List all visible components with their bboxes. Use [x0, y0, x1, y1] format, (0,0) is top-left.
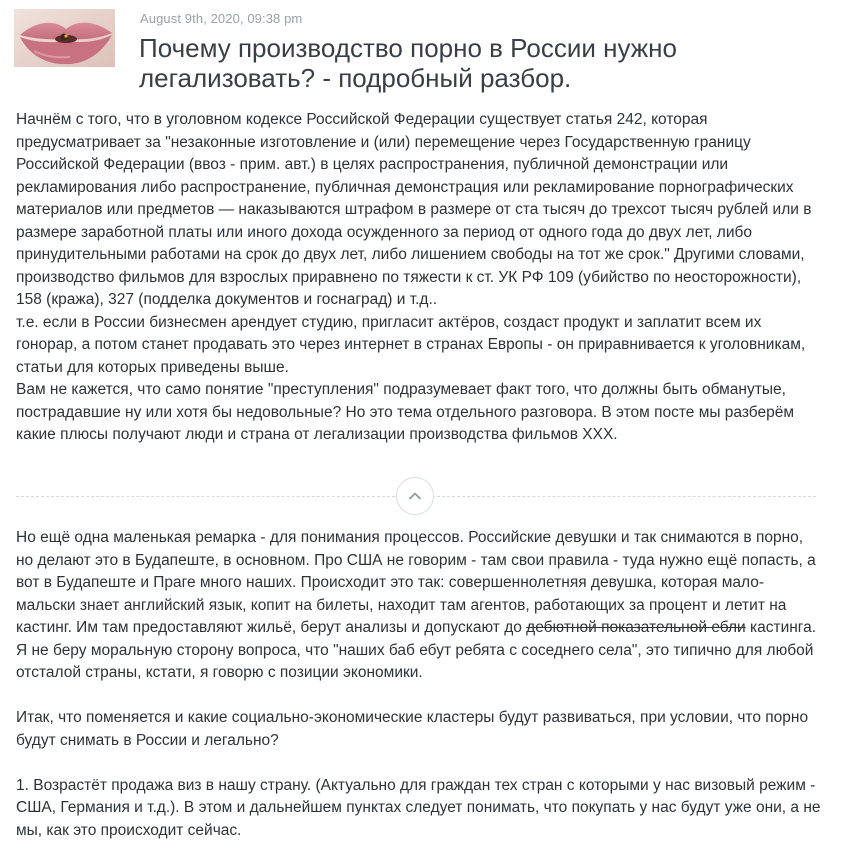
- post-title[interactable]: Почему производство порно в России нужно легализовать? - подробный разбор.: [139, 33, 677, 93]
- paragraph-crime-concept: Вам не кажется, что само понятие "преступления" подразумевает факт того, что должны быть обманутые, пострадавшие ну или хотя бы недовольные? Но это тема отдельного разговора. В этом посте мы разберём какие плюсы получают люди и страна от легализации производства фильмов XXX.: [16, 381, 795, 443]
- post-date: August 9th, 2020, 09:38 pm: [140, 11, 303, 26]
- remark-text-after: кастинга. Я не беру моральную сторону вопроса, что "наших баб ебут ребята с соседнего села", это типично для любой отсталой страны, кстати, я говорю с позиции экономики.: [16, 619, 817, 681]
- paragraph-businessman-example: т.е. если в России бизнесмен арендует студию, пригласит актёров, создаст продукт и заплатит всем их гонорар, а потом станет продавать это через интернет в странах Европы - он приравнивается к уголовникам, статьи для которых приведены выше.: [16, 313, 806, 376]
- remark-text-before: Но ещё одна маленькая ремарка - для понимания процессов. Российские девушки и так снимаются в порно, но делают это в Будапеште, в основном. Про США не говорим - там свои правила - туда нужно ещё попасть, а вот в Будапеште и Праге много наших. Происходит это так: совершеннолетняя девушка, которая мало-мальски знает английский язык, копит на билеты, находит там агентов, работающих за процент и летит на кастинг. Им там предоставляют жильё, берут анализы и допускают до: [16, 529, 816, 636]
- paragraph-point-1: 1. Возрастёт продажа виз в нашу страну. (Актуально для граждан тех стран с которыми у нас визовый режим - США, Германия и т.д.). В этом и дальнейшем пунктах следует понимать, что покупать у нас будут уже они, а не мы, как это происходит сейчас.: [16, 776, 821, 839]
- paragraph-remark: [16, 527, 822, 685]
- chevron-up-icon: [409, 492, 421, 500]
- post-body-continued: [16, 527, 822, 842]
- collapse-button[interactable]: [396, 477, 434, 515]
- post-body-intro: [16, 109, 822, 447]
- strikethrough-text: дебютной показательной ебли: [526, 619, 746, 636]
- paragraph-question: Итак, что поменяется и какие социально-экономические кластеры будут развиваться, при условии, что порно будут снимать в России и легально?: [16, 709, 809, 749]
- paragraph-article-242: Начнём с того, что в уголовном кодексе Российской Федерации существует статья 242, которая предусматривает за "незаконные изготовление и (или) перемещение через Государственную границу Российской Федерации (ввоз - прим. авт.) в целях распространения, публичной демонстрации или рекламирования либо распространение, публичная демонстрация или рекламирование порнографических материалов или предметов — наказываются штрафом в размере от ста тысяч до трехсот тысяч рублей или в размере заработной платы или иного дохода осужденного за период от одного года до двух лет, либо принудительными работами на срок до двух лет, либо лишением свободы на тот же срок." Другими словами, производство фильмов для взрослых приравнено по тяжести к ст. УК РФ 109 (убийство по неосторожности), 158 (кража), 327 (подделка документов и госнаград) и т.д..: [16, 111, 812, 308]
- post-thumbnail-image[interactable]: [14, 9, 115, 67]
- post-header: [14, 9, 834, 93]
